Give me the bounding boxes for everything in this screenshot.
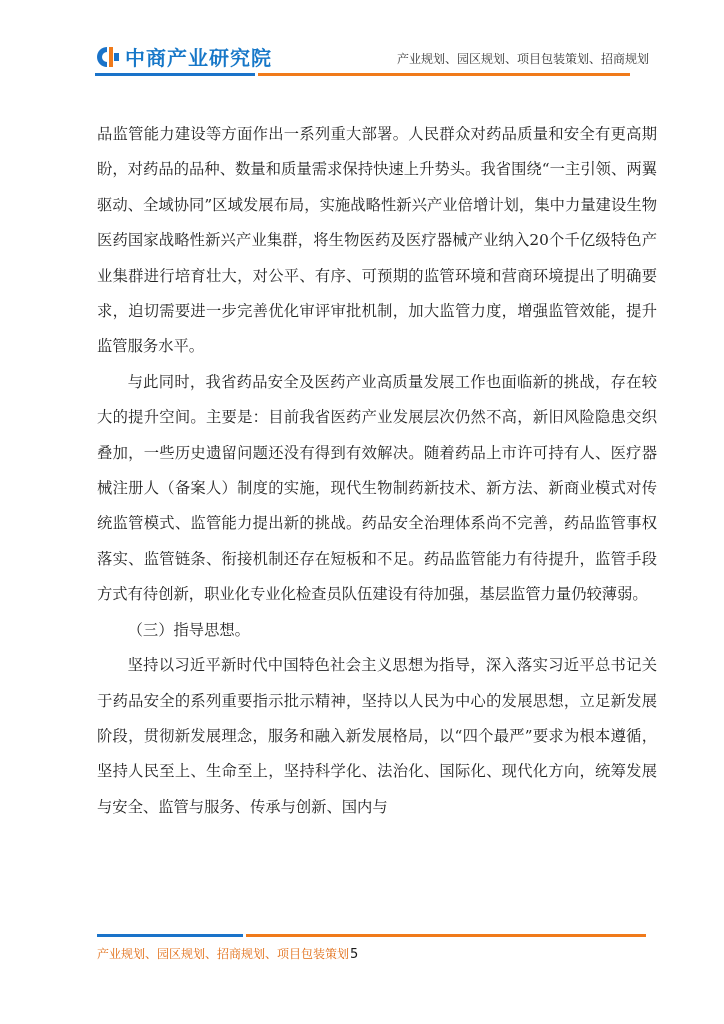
header-divider-orange <box>258 73 630 76</box>
footer-text: 产业规划、园区规划、招商规划、项目包装策划 <box>97 947 350 961</box>
page-header <box>0 0 724 80</box>
paragraph-challenges: 与此同时，我省药品安全及医药产业高质量发展工作也面临新的挑战，存在较大的提升空间。主要是：目前我省医药产业发展层次仍然不高，新旧风险隐患交织叠加，一些历史遗留问题还没有得到有效解决。随着药品上市许可持有人、医疗器械注册人（备案人）制度的实施，现代生物制药新技术、新方法、新商业模式对传统监管模式、监管能力提出新的挑战。药品安全治理体系尚不完善，药品监管事权落实、监管链条、衔接机制还存在短板和不足。药品监管能力有待提升，监管手段方式有待创新，职业化专业化检查员队伍建设有待加强，基层监管力量仍较薄弱。 <box>97 372 657 604</box>
logo-text: 中商产业研究院 <box>125 46 272 70</box>
footer-divider-blue <box>97 934 243 937</box>
company-logo <box>95 42 272 71</box>
page-number: 5 <box>350 947 359 962</box>
paragraph-continued: 品监管能力建设等方面作出一系列重大部署。人民群众对药品质量和安全有更高期盼，对药品的品种、数量和质量需求保持快速上升势头。我省围绕“一主引领、两翼驱动、全域协同”区域发展布局，实施战略性新兴产业倍增计划，集中力量建设生物医药国家战略性新兴产业集群，将生物医药及医疗器械产业纳入20个千亿级特色产业集群进行培育壮大，对公平、有序、可预期的监管环境和营商环境提出了明确要求，迫切需要进一步完善优化审评审批机制，加大监管力度，增强监管效能，提升监管服务水平。 <box>97 125 657 356</box>
header-divider-blue <box>95 73 255 76</box>
document-body <box>97 117 657 825</box>
page-footer <box>97 945 358 962</box>
logo-mark-icon <box>95 45 121 69</box>
header-tagline: 产业规划、园区规划、项目包装策划、招商规划 <box>396 52 649 66</box>
section-heading: （三）指导思想。 <box>127 620 250 639</box>
paragraph-guiding-thought: 坚持以习近平新时代中国特色社会主义思想为指导，深入落实习近平总书记关于药品安全的系列重要指示批示精神，坚持以人民为中心的发展思想，立足新发展阶段，贯彻新发展理念，服务和融入新发展格局，以“四个最严”要求为根本遵循，坚持人民至上、生命至上，坚持科学化、法治化、国际化、现代化方向，统筹发展与安全、监管与服务、传承与创新、国内与 <box>97 656 657 816</box>
footer-divider-orange <box>246 934 646 937</box>
